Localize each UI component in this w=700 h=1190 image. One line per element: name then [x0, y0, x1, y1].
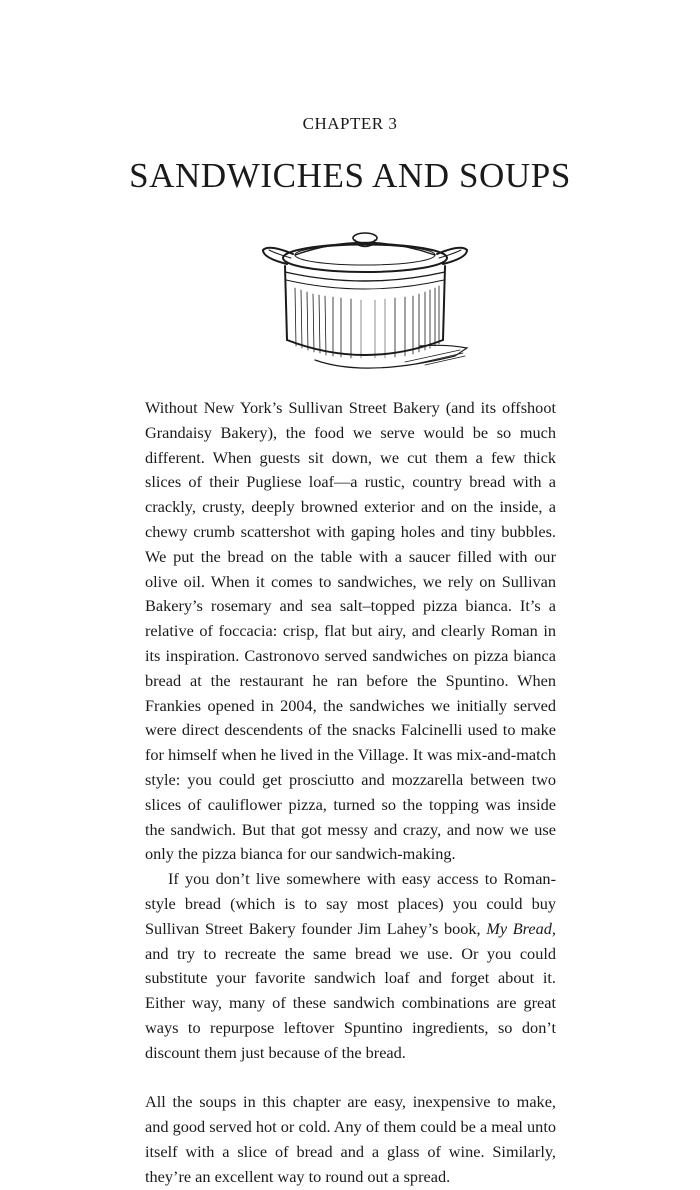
stock-pot-illustration	[255, 228, 475, 378]
paragraph-soups: All the soups in this chapter are easy, inexpensive to make, and good served hot or cold. Any of them could be a meal unto itself with a slice of bread and a glass of wine. Similarly, they’re an excellent way to round out a spread.	[145, 1092, 556, 1186]
paragraph-sandwich-alternatives	[145, 867, 556, 1065]
paragraph-bread: Without New York’s Sullivan Street Bakery (and its offshoot Grandaisy Bakery), the food we serve would be so much different. When guests sit down, we cut them a few thick slices of their Pugliese loaf—a rustic, country bread with a crackly, crusty, deeply browned exterior and on the inside, a chewy crumb scattershot with gaping holes and tiny bubbles. We put the bread on the table with a saucer filled with our olive oil. When it comes to sandwiches, we rely on Sullivan Bakery’s rosemary and sea salt–topped pizza bianca. It’s a relative of foccacia: crisp, flat but airy, and clearly Roman in its inspiration. Castronovo served sandwiches on pizza bianca bread at the restaurant he ran before the Spuntino. When Frankies opened in 2004, the sandwiches we initially served were direct descendents of the snacks Falcinelli used to make for himself when he lived in the Village. It was mix-and-match style: you could get prosciutto and mozzarella between two slices of cauliflower pizza, turned so the topping was inside the sandwich. But that got messy and crazy, and now we use only the pizza bianca for our sandwich-making.	[145, 398, 556, 864]
book-title: My Bread,	[486, 918, 556, 938]
body-text	[145, 396, 556, 1190]
paragraph-text-after: and try to recreate the same bread we use. Or you could substitute your favorite sandwich loaf and forget about it. Either way, many of these sandwich combinations are great ways to repurpose leftover Spuntino ingredients, so don’t discount them just because of the bread.	[145, 943, 556, 1062]
paragraph-text-before: If you don’t live somewhere with easy access to Roman-style bread (which is to say most places) you could buy Sullivan Street Bakery founder Jim Lahey’s book,	[145, 869, 556, 938]
chapter-label: CHAPTER 3	[302, 114, 398, 133]
chapter-title: SANDWICHES AND SOUPS	[129, 156, 571, 195]
